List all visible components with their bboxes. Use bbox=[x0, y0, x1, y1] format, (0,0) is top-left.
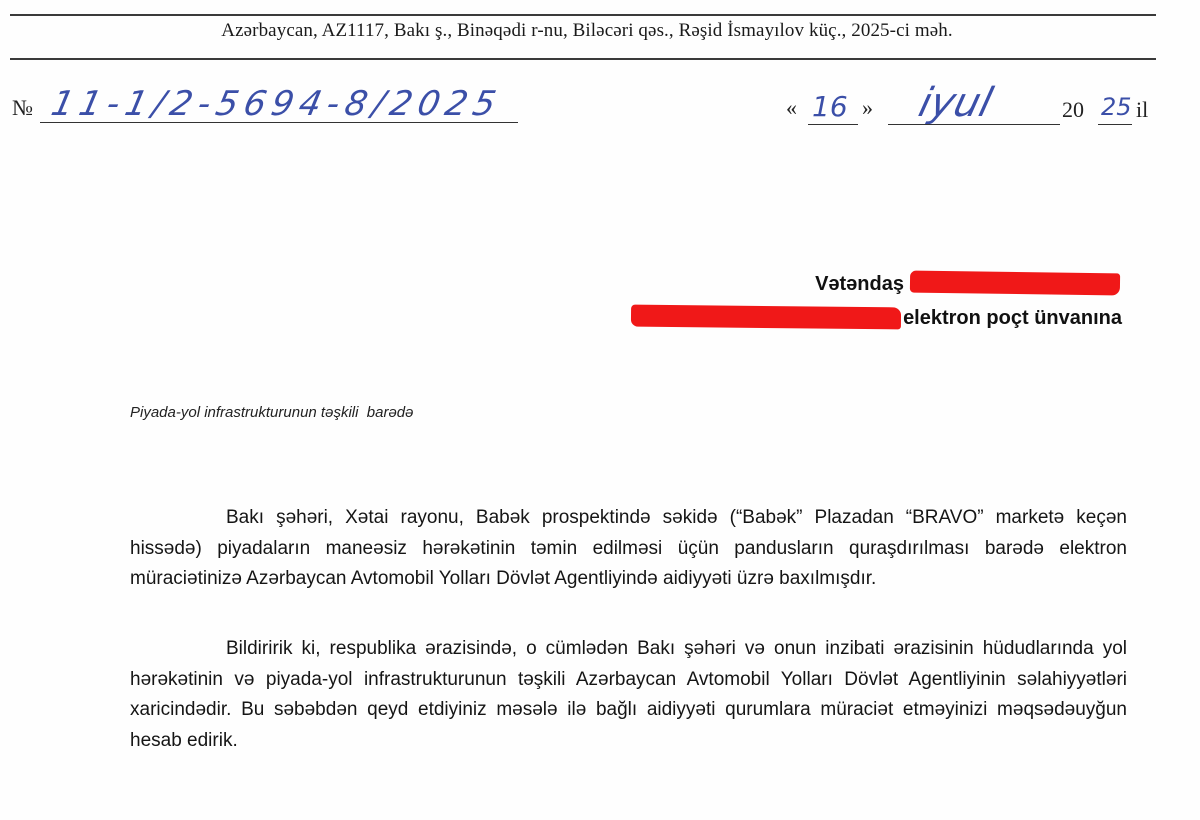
number-sign: № bbox=[12, 95, 33, 120]
recipient-title: Vətəndaş bbox=[815, 273, 904, 295]
header-bottom-rule bbox=[10, 58, 1156, 60]
redaction-name bbox=[910, 271, 1120, 296]
letter-subject: Piyada-yol infrastrukturunun təşkili barədə bbox=[130, 404, 414, 421]
date-year-word: il bbox=[1136, 97, 1149, 122]
date-open-quote: « bbox=[786, 95, 797, 120]
header-top-rule bbox=[10, 14, 1156, 16]
recipient-email-label: elektron poçt ünvanına bbox=[903, 307, 1122, 329]
date-year-underline bbox=[1098, 124, 1132, 125]
body-paragraph-1: Bakı şəhəri, Xətai rayonu, Babək prospektində səkidə (“Babək” Plazadan “BRAVO” marketə keçən hissədə) piyadaların maneəsiz hərəkətinin təmin edilməsi üçün pandusların quraşdırılması barədə elektron müraciətinizə Azərbaycan Avtomobil Yolları Dövlət Agentliyində aidiyyəti üzrə baxılmışdır. bbox=[130, 507, 1127, 589]
date-month: iyul bbox=[914, 80, 997, 126]
date-year-prefix: 20 bbox=[1062, 97, 1084, 122]
date-month-underline bbox=[888, 124, 1060, 125]
registration-number: 11-1/2-5694-8/2025 bbox=[47, 84, 506, 124]
number-underline bbox=[40, 122, 518, 123]
recipient-email-line bbox=[631, 306, 1122, 330]
body-paragraph-2: Bildiririk ki, respublika ərazisində, o cümlədən Bakı şəhəri və onun inzibati ərazisinin hüdudlarında yol hərəkətinin və piyada-yol infrastrukturunun təşkili Azərbaycan Avtomobil Yolları Dövlət Agentliyinin səlahiyyətləri xaricindədir. Bu səbəbdən qeyd etdiyiniz məsələ ilə bağlı aidiyyəti qurumlara müraciət etməyinizi məqsədəuyğun hesab edirik. bbox=[130, 638, 1127, 751]
recipient-name-line bbox=[815, 272, 1120, 296]
redaction-email bbox=[631, 305, 901, 330]
date-year-suffix: 25 bbox=[1101, 93, 1132, 121]
date-day: 16 bbox=[812, 90, 848, 123]
date-close-quote: » bbox=[862, 95, 873, 120]
header-address: Azərbaycan, AZ1117, Bakı ş., Binəqədi r-nu, Biləcəri qəs., Rəşid İsmayılov küç., 2025-ci məh. bbox=[221, 20, 953, 41]
date-day-underline bbox=[808, 124, 858, 125]
